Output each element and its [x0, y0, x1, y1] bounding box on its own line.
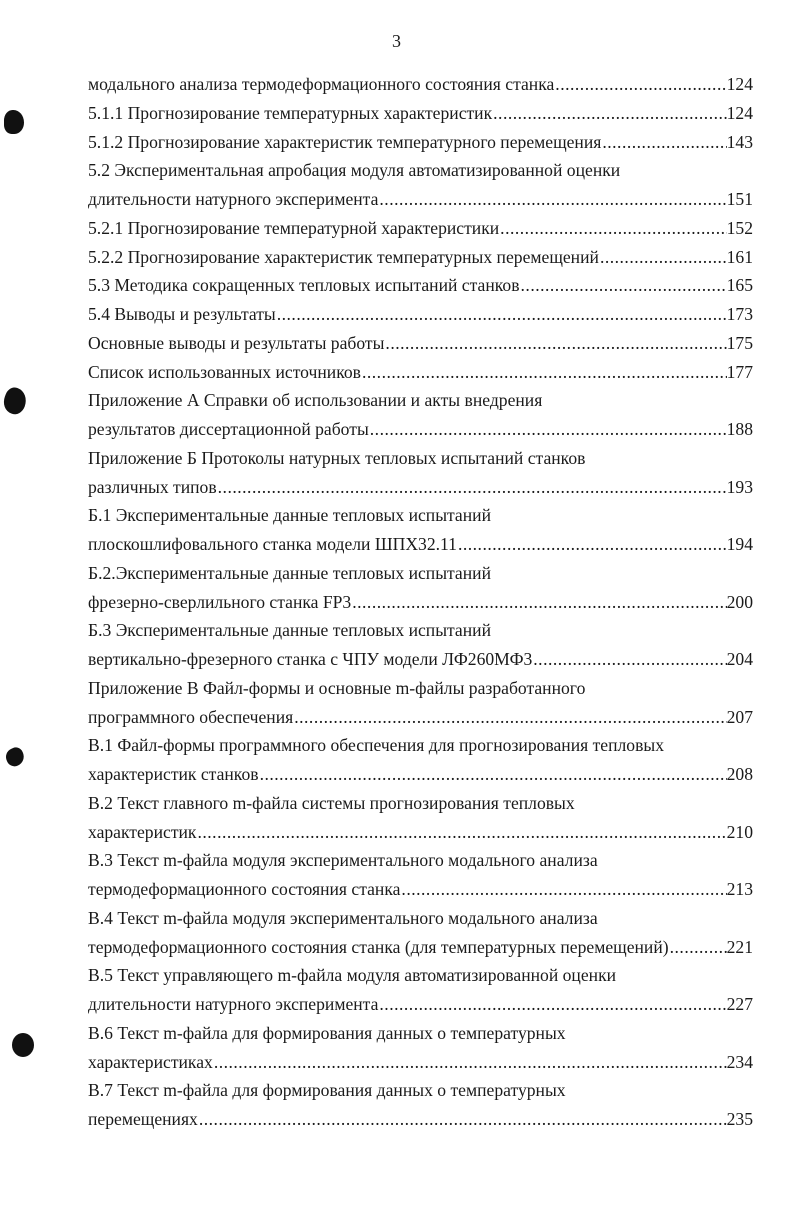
- toc-line: [88, 616, 753, 645]
- dot-leader: [384, 329, 726, 358]
- toc-line: [88, 70, 753, 99]
- ink-blot: [12, 1033, 34, 1057]
- toc-line: [88, 731, 753, 760]
- toc-page-number: 124: [726, 102, 753, 123]
- toc-page-number: 173: [726, 304, 753, 324]
- toc-entry-text: различных типов: [88, 476, 217, 497]
- table-of-contents: [88, 70, 753, 1134]
- toc-entry-text: 5.1.2 Прогнозирование характеристик температурного перемещения: [88, 131, 602, 152]
- toc-entry-text: Основные выводы и результаты работы: [88, 332, 385, 353]
- toc-line: [88, 703, 753, 732]
- toc-entry-text: перемещениях: [88, 1109, 198, 1129]
- dot-leader: [369, 415, 727, 444]
- toc-line: [88, 1019, 753, 1048]
- toc-entry-text: термодеформационного состояния станка: [88, 879, 401, 899]
- dot-leader: [378, 185, 726, 214]
- toc-entry-text: характеристик: [88, 821, 197, 842]
- toc-page-number: 235: [726, 1109, 753, 1129]
- toc-line: [88, 444, 753, 473]
- toc-line: [88, 818, 753, 847]
- toc-page-number: 124: [726, 74, 753, 94]
- toc-line: [88, 990, 753, 1019]
- toc-line: [88, 789, 753, 818]
- toc-entry-text: фрезерно-сверлильного станка FP3: [88, 591, 352, 612]
- toc-page-number: 175: [726, 332, 753, 353]
- dot-leader: [259, 760, 727, 789]
- dot-leader: [669, 933, 727, 962]
- toc-line: [88, 214, 753, 243]
- toc-entry-text: В.5 Текст управляющего m-файла модуля автоматизированной оценки: [88, 965, 617, 986]
- toc-line: [88, 243, 753, 272]
- dot-leader: [351, 588, 726, 617]
- toc-line: [88, 846, 753, 875]
- toc-entry-text: модального анализа термодеформационного состояния станка: [88, 74, 555, 94]
- toc-page-number: 161: [726, 246, 753, 267]
- dot-leader: [499, 214, 726, 243]
- toc-entry-text: программного обеспечения: [88, 706, 294, 727]
- toc-entry-text: характеристиках: [88, 1051, 213, 1072]
- toc-entry-text: Б.1 Экспериментальные данные тепловых испытаний: [88, 505, 491, 526]
- toc-page-number: 210: [726, 821, 753, 842]
- toc-line: [88, 1048, 753, 1077]
- toc-line: [88, 156, 753, 185]
- toc-page-number: 208: [726, 764, 753, 784]
- toc-entry-text: В.2 Текст главного m-файла системы прогнозирования тепловых: [88, 792, 575, 813]
- toc-page-number: 165: [726, 275, 753, 296]
- toc-entry-text: В.6 Текст m-файла для формирования данных о температурных: [88, 1022, 566, 1043]
- ink-blot: [3, 745, 27, 769]
- toc-entry-text: 5.4 Выводы и результаты: [88, 304, 276, 324]
- toc-line: [88, 358, 753, 387]
- toc-page-number: 204: [726, 649, 753, 669]
- toc-line: [88, 904, 753, 933]
- dot-leader: [378, 990, 726, 1019]
- page-number: 3: [392, 31, 401, 51]
- dot-leader: [213, 1048, 727, 1077]
- dot-leader: [532, 645, 726, 674]
- toc-line: [88, 1105, 753, 1134]
- toc-entry-text: 5.2.2 Прогнозирование характеристик температурных перемещений: [88, 246, 599, 267]
- dot-leader: [601, 128, 726, 157]
- toc-entry-text: плоскошлифовального станка модели ШПХ32.11: [88, 534, 457, 554]
- toc-entry-text: Б.3 Экспериментальные данные тепловых испытаний: [88, 620, 491, 641]
- toc-line: [88, 933, 753, 962]
- toc-entry-text: термодеформационного состояния станка (для температурных перемещений): [88, 936, 669, 957]
- toc-entry-text: результатов диссертационной работы: [88, 419, 369, 439]
- dot-leader: [520, 271, 727, 300]
- dot-leader: [196, 818, 726, 847]
- dot-leader: [492, 99, 726, 128]
- toc-line: [88, 588, 753, 617]
- dot-leader: [217, 473, 727, 502]
- dot-leader: [198, 1105, 727, 1134]
- toc-page-number: 221: [726, 936, 753, 957]
- toc-page-number: 151: [726, 189, 753, 209]
- toc-line: [88, 559, 753, 588]
- toc-line: [88, 501, 753, 530]
- toc-entry-text: 5.3 Методика сокращенных тепловых испытаний станков: [88, 275, 520, 296]
- dot-leader: [293, 703, 726, 732]
- toc-line: [88, 961, 753, 990]
- ink-blot: [4, 110, 24, 134]
- toc-line: [88, 329, 753, 358]
- toc-entry-text: В.1 Файл-формы программного обеспечения для прогнозирования тепловых: [88, 735, 665, 756]
- toc-line: [88, 875, 753, 904]
- toc-entry-text: Приложение Б Протоколы натурных тепловых испытаний станков: [88, 447, 586, 468]
- toc-page-number: 188: [726, 419, 753, 439]
- toc-line: [88, 645, 753, 674]
- toc-page-number: 177: [726, 361, 753, 382]
- toc-entry-text: вертикально-фрезерного станка с ЧПУ модели ЛФ260МФ3: [88, 649, 533, 669]
- toc-page-number: 143: [726, 131, 753, 152]
- toc-line: [88, 473, 753, 502]
- toc-entry-text: В.4 Текст m-файла модуля экспериментального модального анализа: [88, 907, 598, 928]
- dot-leader: [599, 243, 727, 272]
- toc-entry-text: Приложение В Файл-формы и основные m-файлы разработанного: [88, 677, 586, 698]
- toc-entry-text: 5.2.1 Прогнозирование температурной характеристики: [88, 217, 500, 238]
- toc-entry-text: Б.2.Экспериментальные данные тепловых испытаний: [88, 562, 491, 583]
- toc-line: [88, 674, 753, 703]
- dot-leader: [554, 70, 726, 99]
- toc-entry-text: характеристик станков: [88, 764, 259, 784]
- toc-page-number: 227: [726, 994, 753, 1014]
- toc-line: [88, 99, 753, 128]
- toc-page-number: 193: [726, 476, 753, 497]
- toc-entry-text: Приложение А Справки об использовании и акты внедрения: [88, 390, 543, 411]
- toc-line: [88, 530, 753, 559]
- toc-entry-text: 5.2 Экспериментальная апробация модуля автоматизированной оценки: [88, 160, 621, 181]
- dot-leader: [457, 530, 727, 559]
- toc-page-number: 213: [726, 879, 753, 899]
- toc-entry-text: В.3 Текст m-файла модуля экспериментального модального анализа: [88, 850, 598, 871]
- toc-page-number: 152: [726, 217, 753, 238]
- toc-entry-text: В.7 Текст m-файла для формирования данных о температурных: [88, 1080, 566, 1101]
- dot-leader: [400, 875, 726, 904]
- ink-blot: [0, 385, 30, 417]
- toc-line: [88, 415, 753, 444]
- toc-line: [88, 1076, 753, 1105]
- toc-line: [88, 185, 753, 214]
- toc-entry-text: длительности натурного эксперимента: [88, 189, 379, 209]
- dot-leader: [276, 300, 727, 329]
- toc-page-number: 200: [726, 591, 753, 612]
- toc-line: [88, 300, 753, 329]
- toc-line: [88, 386, 753, 415]
- toc-page-number: 207: [726, 706, 753, 727]
- toc-line: [88, 271, 753, 300]
- toc-entry-text: длительности натурного эксперимента: [88, 994, 379, 1014]
- toc-page-number: 234: [726, 1051, 753, 1072]
- dot-leader: [361, 358, 727, 387]
- toc-line: [88, 760, 753, 789]
- toc-entry-text: Список использованных источников: [88, 361, 361, 382]
- toc-page-number: 194: [726, 534, 753, 554]
- toc-entry-text: 5.1.1 Прогнозирование температурных характеристик: [88, 102, 493, 123]
- toc-line: [88, 128, 753, 157]
